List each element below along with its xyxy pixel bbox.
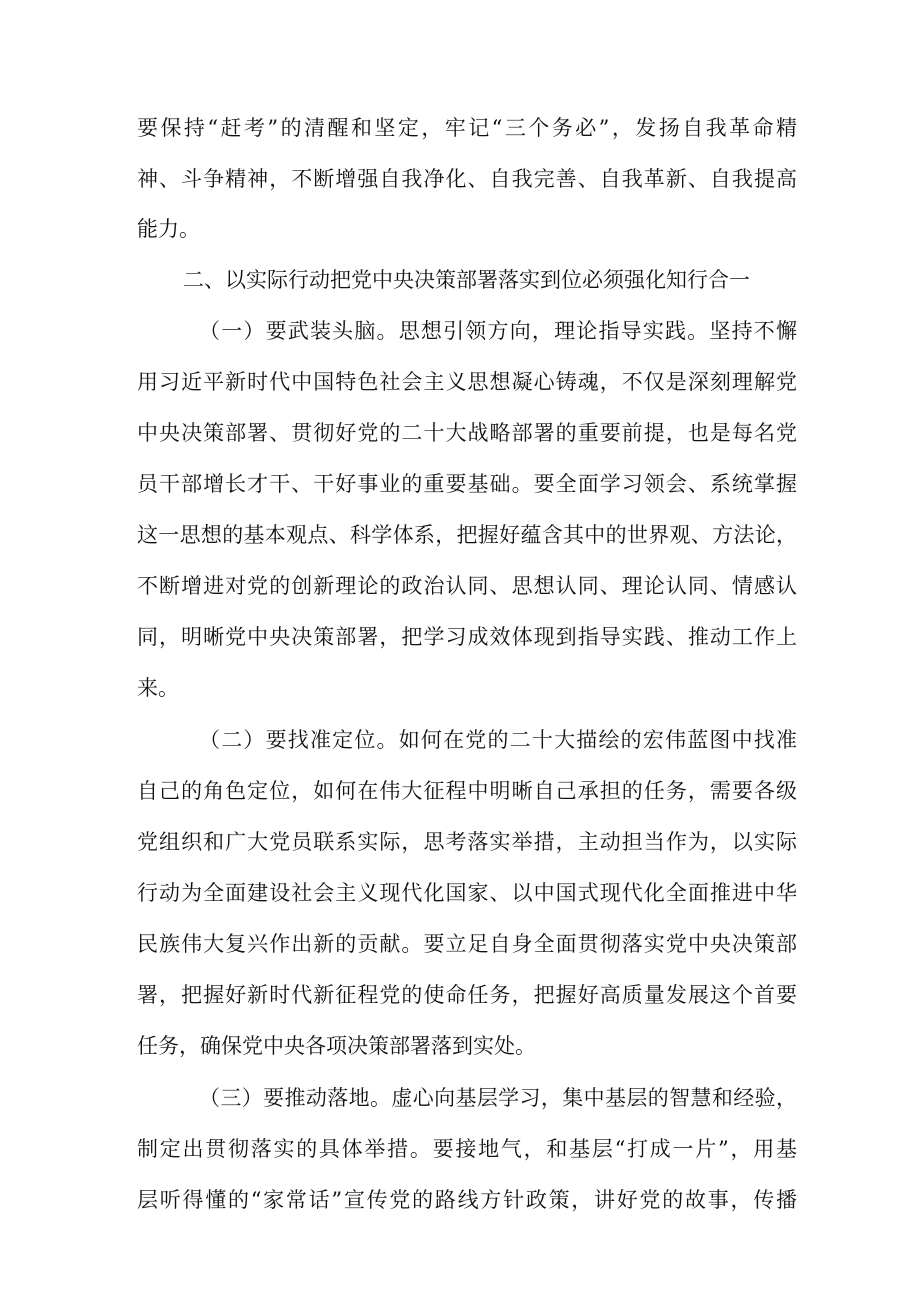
paragraph-line: 员干部增长才干、干好事业的重要基础。要全面学习领会、系统掌握 [137,472,797,496]
paragraph-line: 不断增进对党的创新理论的政治认同、思想认同、理论认同、情感认 [137,574,797,598]
paragraph-line: （三）要推动落地。虚心向基层学习，集中基层的智慧和经验， [199,1086,797,1110]
paragraph-line: 中央决策部署、贯彻好党的二十大战略部署的重要前提，也是每名党 [137,421,797,445]
paragraph-line: 用习近平新时代中国特色社会主义思想凝心铸魂，不仅是深刻理解党 [137,370,797,394]
paragraph-line: 这一思想的基本观点、科学体系，把握好蕴含其中的世界观、方法论， [137,523,797,547]
paragraph-line: 党组织和广大党员联系实际，思考落实举措，主动担当作为，以实际 [137,830,797,854]
section-heading: 二、以实际行动把党中央决策部署落实到位必须强化知行合一 [183,268,750,292]
paragraph-line: 同，明晰党中央决策部署，把学习成效体现到指导实践、推动工作上 [137,625,797,649]
paragraph-line: （一）要武装头脑。思想引领方向，理论指导实践。坚持不懈 [199,319,797,343]
paragraph-line: 来。 [137,676,179,700]
paragraph-line: （二）要找准定位。如何在党的二十大描绘的宏伟蓝图中找准 [199,728,797,752]
paragraph-line: 自己的角色定位，如何在伟大征程中明晰自己承担的任务，需要各级 [137,779,797,803]
paragraph-line: 层听得懂的“家常话”宣传党的路线方针政策，讲好党的故事，传播 [137,1188,797,1212]
paragraph-line: 能力。 [137,217,200,241]
paragraph-line: 民族伟大复兴作出新的贡献。要立足自身全面贯彻落实党中央决策部 [137,932,797,956]
paragraph-line: 行动为全面建设社会主义现代化国家、以中国式现代化全面推进中华 [137,881,797,905]
paragraph-line: 制定出贯彻落实的具体举措。要接地气，和基层“打成一片”，用基 [137,1137,797,1161]
paragraph-line: 任务，确保党中央各项决策部署落到实处。 [137,1034,536,1058]
paragraph-line: 署，把握好新时代新征程党的使命任务，把握好高质量发展这个首要 [137,983,797,1007]
paragraph-line: 要保持“赶考”的清醒和坚定，牢记“三个务必”，发扬自我革命精 [137,116,797,140]
paragraph-line: 神、斗争精神，不断增强自我净化、自我完善、自我革新、自我提高 [137,167,797,191]
